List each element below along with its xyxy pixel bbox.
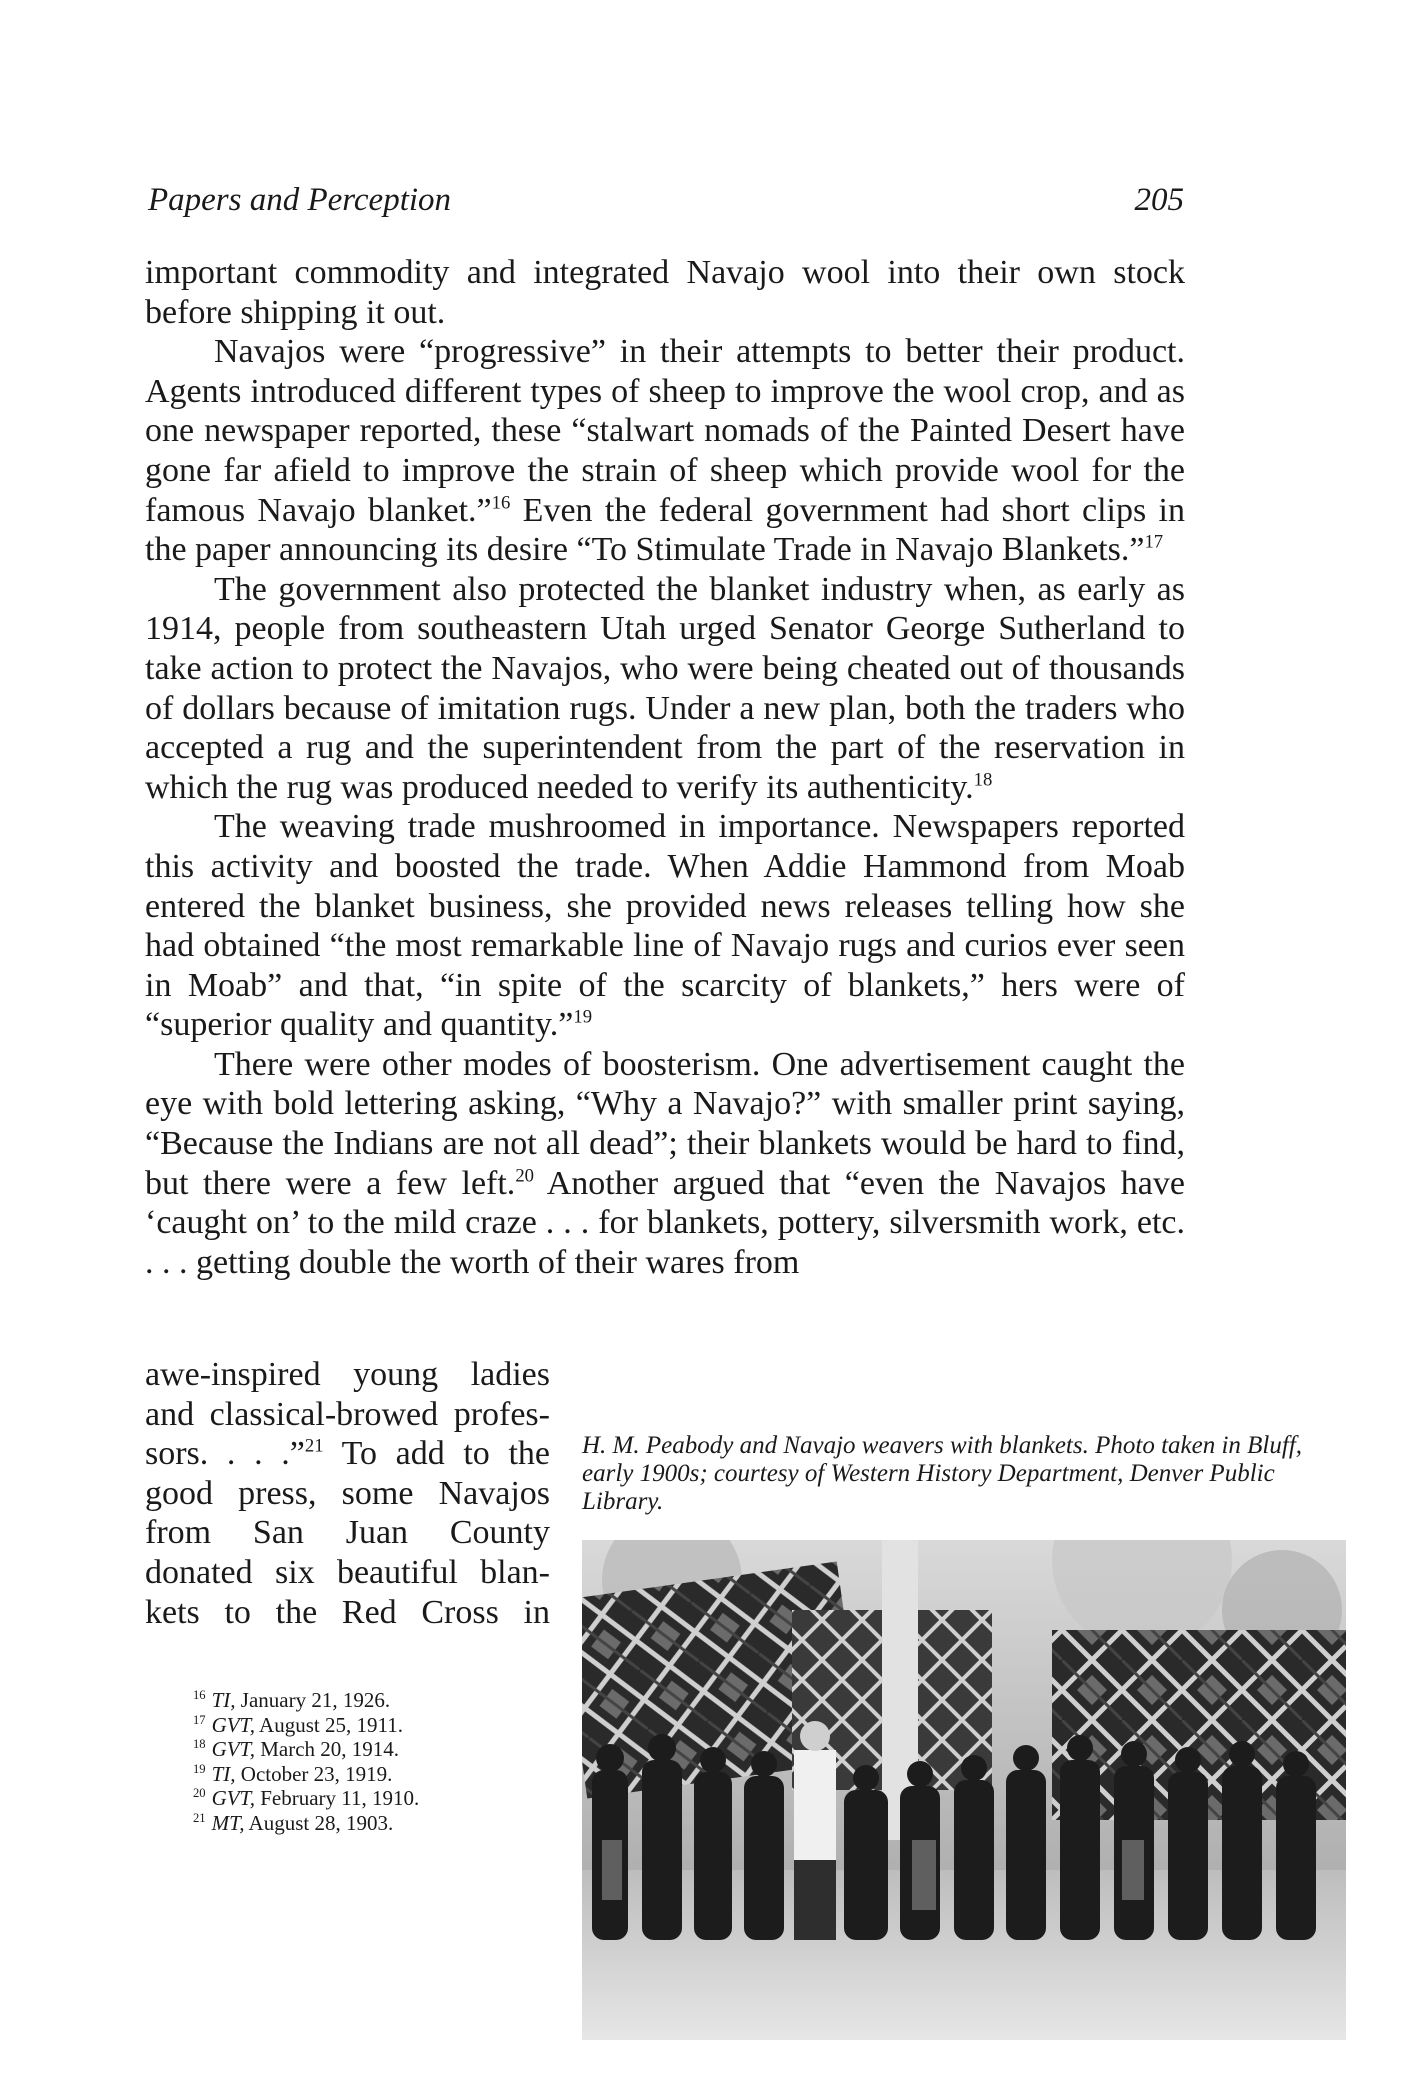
footnote-ref-18[interactable]: 18	[973, 769, 993, 791]
text-line: from San Juan County	[145, 1514, 550, 1552]
footnote: $^{17}$ GVT, August 25, 1911.	[193, 1712, 403, 1737]
text-line: awe-inspired young ladies	[145, 1356, 550, 1393]
footnote-ref-20[interactable]: 20	[515, 1165, 534, 1187]
text-line: donated six beautiful blan-	[145, 1553, 550, 1591]
footnote: $^{18}$ GVT, March 20, 1914.	[193, 1737, 400, 1761]
page-number: 205	[1134, 182, 1184, 218]
footnote-ref-16[interactable]: 16	[491, 492, 511, 514]
paragraph-5: There were other modes of boosterism. One advertisement caught the eye with bold lettering asking, “Why a Navajo?” with smaller print saying, “Because the Indians are not all dead”; their blankets would be hard to find, but there were a few left.$^{20}$ Another argued that “even the Navajos have ‘caught on’ to the mild craze . . . for blankets, pottery, silversmith work, etc. . . . getting double the worth of their wares from	[145, 1045, 1185, 1281]
footnote: $^{16}$ TI, January 21, 1926.	[193, 1688, 391, 1712]
running-title: Papers and Perception	[148, 182, 452, 218]
footnote-ref-17[interactable]: 17	[1144, 531, 1164, 553]
photo-caption: H. M. Peabody and Navajo weavers with blankets. Photo taken in Bluff, early 1900s; courtesy of Western History Department, Denver Public Library.	[582, 1432, 1303, 1515]
wrapped-text	[145, 1355, 550, 1632]
paragraph-4: The weaving trade mushroomed in importance. Newspapers reported this activity and boosted the trade. When Addie Hammond from Moab entered the blanket business, she provided news releases telling how she had obtained “the most remarkable line of Navajo rugs and curios ever seen in Moab” and that, “in spite of the scarcity of blankets,” hers were of “superior quality and quantity.”$^{19}$	[145, 808, 1185, 1044]
text-line: sors. . . .”$^{21}$ To add to the	[145, 1435, 550, 1473]
footnotes	[193, 1688, 553, 1835]
paragraph-2: Navajos were “progressive” in their attempts to better their product. Agents introduced different types of sheep to improve the wool crop, and as one newspaper reported, these “stalwart nomads of the Painted Desert have gone far afield to improve the strain of sheep which provide wool for the famous Navajo blanket.”$^{16}$ Even the federal government had short clips in the paper announcing its desire “To Stimulate Trade in Navajo Blankets.”$^{17}$	[145, 333, 1185, 569]
footnote-ref-21[interactable]: 21	[304, 1435, 324, 1457]
footnote-ref-19[interactable]: 19	[573, 1006, 593, 1028]
footnote: $^{19}$ TI, October 23, 1919.	[193, 1761, 393, 1786]
paragraph-3: The government also protected the blanket industry when, as early as 1914, people from southeastern Utah urged Senator George Sutherland to take action to protect the Navajos, who were being cheated out of thousands of dollars because of imitation rugs. Under a new plan, both the traders who accepted a rug and the superintendent from the part of the reservation in which the rug was produced needed to verify its authenticity.$^{18}$	[145, 570, 1185, 806]
text-line: kets to the Red Cross in	[145, 1593, 550, 1631]
footnote: $^{21}$ MT, August 28, 1903.	[193, 1810, 394, 1835]
photo-illustration	[582, 1540, 1346, 2040]
text-line: good press, some Navajos	[145, 1474, 550, 1512]
main-text	[145, 253, 1185, 1282]
text-line: and classical-browed profes-	[145, 1395, 550, 1433]
footnote: $^{20}$ GVT, February 11, 1910.	[193, 1786, 420, 1810]
running-head	[148, 178, 1184, 222]
historical-photo	[582, 1540, 1346, 2040]
paragraph-1: important commodity and integrated Navajo wool into their own stock before shipping it out.	[145, 254, 1185, 331]
